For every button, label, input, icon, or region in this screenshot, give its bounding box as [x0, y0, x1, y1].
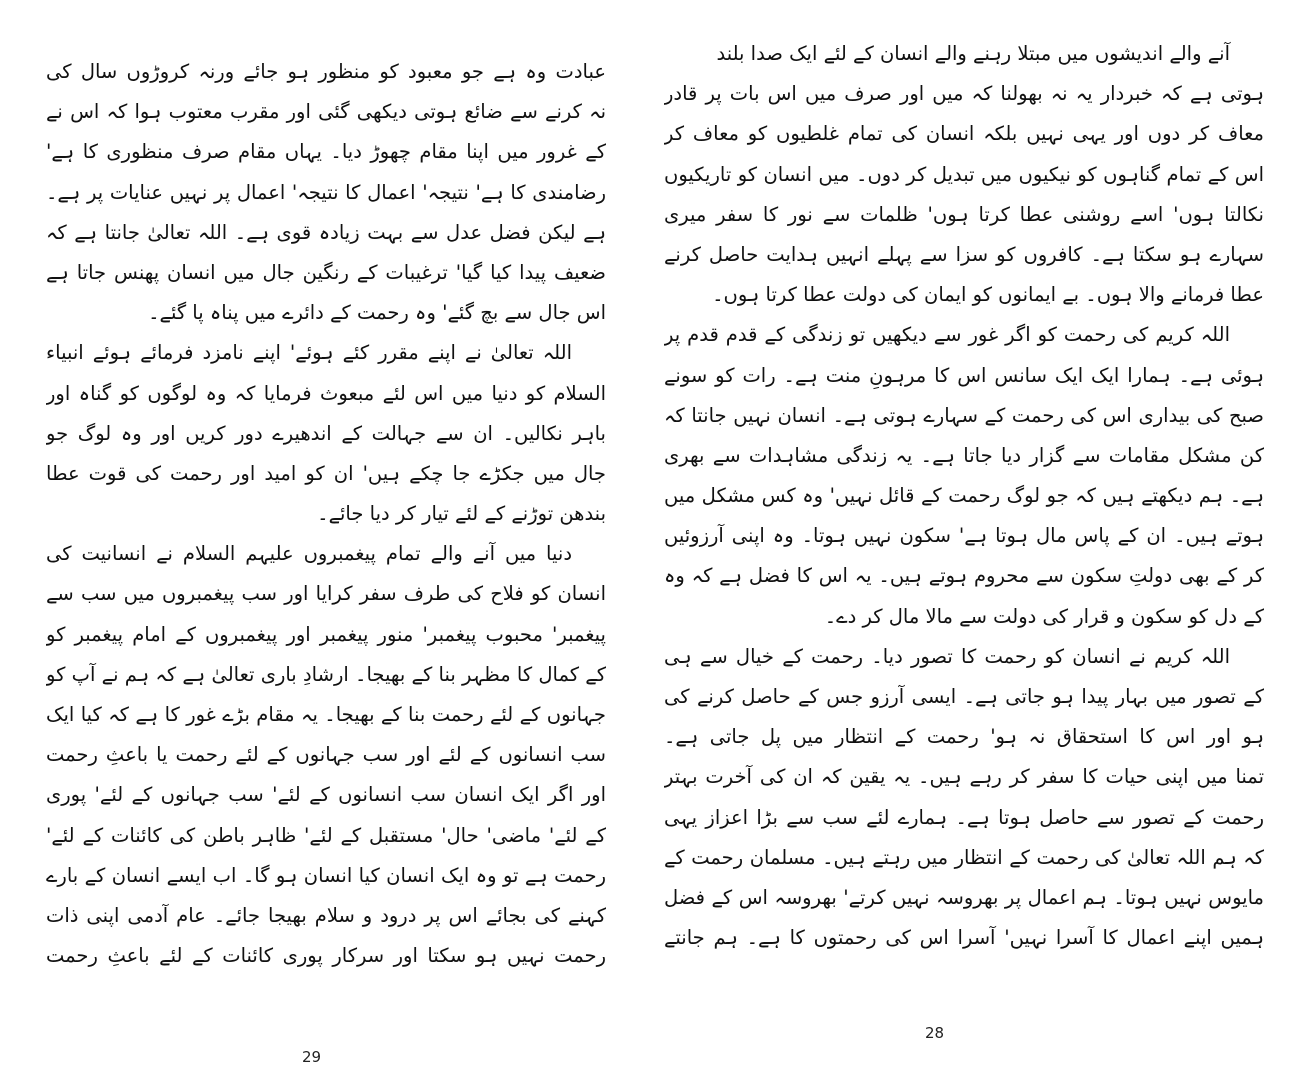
- text-line: نکالتا ہوں' اسے روشنی عطا کرتا ہوں' ظلمات سے نور کا سفر میری: [664, 202, 1264, 226]
- text-line: ہوئی ہے۔ ہمارا ایک ایک سانس اس کا مرہونِ منت ہے۔ رات کو سونے: [664, 363, 1264, 387]
- text-line: باہر نکالیں۔ ان سے جہالت کے اندھیرے دور کریں اور وہ لوگ جو: [46, 421, 606, 445]
- text-line: نہ کرنے سے ضائع ہوتی دیکھی گئی اور مقرب معتوب ہوا کہ اس نے: [46, 100, 606, 124]
- text-line: ہو اور اس کا استحقاق نہ ہو' رحمت کے انتظار میں پل جاتی ہے۔: [664, 725, 1264, 749]
- text-line: رحمت ہے تو وہ ایک انسان کیا انسان ہو گا۔ اب ایسے انسان کے بارے: [46, 863, 606, 887]
- text-line: انسان کو فلاح کی طرف سفر کرایا اور سب پیغمبروں میں سب سے: [46, 582, 606, 606]
- text-line: مایوس نہیں ہوتا۔ ہم اعمال پر بھروسہ نہیں کرتے' بھروسہ اس کے فضل: [664, 885, 1264, 909]
- left-page-text: [46, 52, 606, 976]
- text-line: جال میں جکڑے جا چکے ہیں' ان کو امید اور رحمت کی قوت عطا: [46, 461, 606, 485]
- text-line: ہمیں اپنے اعمال کا آسرا نہیں' آسرا اس کی رحمتوں کا ہے۔ ہم جانتے: [664, 926, 1264, 950]
- text-line: سب انسانوں کے لئے اور سب جہانوں کے لئے رحمت یا باعثِ رحمت: [46, 743, 606, 767]
- text-line: کہ ہم اللہ تعالیٰ کی رحمت کے انتظار میں رہتے ہیں۔ مسلمان رحمت کے: [664, 845, 1264, 869]
- text-line: ہے۔ ہم دیکھتے ہیں کہ جو لوگ رحمت کے قائل نہیں' وہ کس مشکل میں: [664, 484, 1264, 508]
- text-line: کے غرور میں اپنا مقام چھوڑ دیا۔ یہاں مقام صرف منظوری کا ہے': [46, 140, 606, 164]
- text-line: اس جال سے بچ گئے' وہ رحمت کے دائرے میں پناہ پا گئے۔: [148, 301, 606, 325]
- text-line: کے لئے' ماضی' حال' مستقبل کے لئے' ظاہر باطن کی کائنات کے لئے': [46, 823, 606, 847]
- text-line: صبح کی بیداری اس کی رحمت کے سہارے ہوتی ہے۔ انسان نہیں جانتا کہ: [664, 403, 1264, 427]
- text-line: اس کے تمام گناہوں کو نیکیوں میں تبدیل کر دوں۔ میں انسان کو تاریکیوں: [664, 162, 1264, 186]
- left-page-number: 29: [302, 1048, 322, 1066]
- text-line: آنے والے اندیشوں میں مبتلا رہنے والے انسان کے لئے ایک صدا بلند: [716, 42, 1230, 65]
- text-line: کن مشکل مقامات سے گزار دیا جاتا ہے۔ یہ زندگی مشاہدات سے بھری: [664, 443, 1264, 467]
- text-line: ہوتے ہیں۔ ان کے پاس مال ہوتا ہے' سکون نہیں ہوتا۔ وہ اپنی آرزوئیں: [664, 524, 1264, 548]
- text-line: اللہ کریم کی رحمت کو اگر غور سے دیکھیں تو زندگی کے قدم قدم پر: [664, 323, 1230, 347]
- text-line: ہے لیکن فضل عدل سے بہت زیادہ قوی ہے۔ اللہ تعالیٰ جانتا ہے کہ: [46, 220, 606, 244]
- text-line: عبادت وہ ہے جو معبود کو منظور ہو جائے ورنہ کروڑوں سال کی: [46, 60, 606, 83]
- text-line: اللہ تعالیٰ نے اپنے مقرر کئے ہوئے' اپنے نامزد فرمائے ہوئے انبیاء: [46, 341, 572, 365]
- text-line: جہانوں کے لئے رحمت بنا کے بھیجا۔ یہ مقام بڑے غور کا ہے کہ کیا ایک: [46, 703, 606, 726]
- text-line: کے دل کو سکون و قرار کی دولت سے مالا مال کر دے۔: [824, 604, 1264, 628]
- text-line: رضامندی کا ہے' نتیجہ' اعمال کا نتیجہ' اعمال پر نہیں عنایات پر ہے۔: [46, 180, 606, 204]
- text-line: تمنا میں اپنی حیات کا سفر کر رہے ہیں۔ یہ یقین کہ ان کی آخرت بہتر: [664, 765, 1264, 789]
- right-page-text: [664, 34, 1264, 958]
- text-line: رحمت نہیں ہو سکتا اور سرکار پوری کائنات کے لئے باعثِ رحمت: [46, 944, 606, 968]
- text-line: کہنے کی بجائے اس پر درود و سلام بھیجا جائے۔ عام آدمی اپنی ذات: [46, 903, 606, 927]
- text-line: ضعیف پیدا کیا گیا' ترغیبات کے رنگین جال میں انسان پھنس جاتا ہے: [46, 260, 606, 284]
- text-line: ہوتی ہے کہ خبردار یہ نہ بھولنا کہ میں اور صرف میں اس بات پر قادر: [664, 82, 1264, 106]
- text-line: السلام کو دنیا میں اس لئے مبعوث فرمایا کہ وہ لوگوں کو گناہ اور: [46, 381, 606, 405]
- text-line: پیغمبر' محبوب پیغمبر' منور پیغمبر اور پیغمبروں کے امام پیغمبر کو: [46, 622, 606, 646]
- text-line: کے تصور میں بہار پیدا ہو جاتی ہے۔ ایسی آرزو جس کے حاصل کرنے کی: [664, 685, 1264, 708]
- text-line: اللہ کریم نے انسان کو رحمت کا تصور دیا۔ رحمت کے خیال سے ہی: [664, 644, 1230, 668]
- text-line: سہارے ہو سکتا ہے۔ کافروں کو سزا سے پہلے انہیں ہدایت حاصل کرنے: [664, 242, 1264, 266]
- text-line: دنیا میں آنے والے تمام پیغمبروں علیہم السلام نے انسانیت کی: [46, 542, 572, 566]
- text-line: عطا فرمانے والا ہوں۔ بے ایمانوں کو ایمان کی دولت عطا کرتا ہوں۔: [712, 283, 1264, 307]
- text-line: اور اگر ایک انسان سب انسانوں کے لئے' سب جہانوں کے لئے' پوری: [46, 783, 606, 807]
- text-line: کر کے بھی دولتِ سکون سے محروم ہوتے ہیں۔ یہ اس کا فضل ہے کہ وہ: [664, 564, 1264, 588]
- text-line: معاف کر دوں اور یہی نہیں بلکہ انسان کی تمام غلطیوں کو معاف کر: [664, 122, 1264, 146]
- right-page: [650, 0, 1299, 1080]
- text-line: رحمت کے تصور سے حاصل ہوتا ہے۔ ہمارے لئے سب سے بڑا اعزاز یہی: [664, 805, 1264, 829]
- text-line: بندھن توڑنے کے لئے تیار کر دیا جائے۔: [317, 502, 606, 526]
- right-page-number: 28: [925, 1024, 945, 1042]
- text-line: کے کمال کا مظہر بنا کے بھیجا۔ ارشادِ باری تعالیٰ ہے کہ ہم نے آپ کو: [46, 662, 606, 686]
